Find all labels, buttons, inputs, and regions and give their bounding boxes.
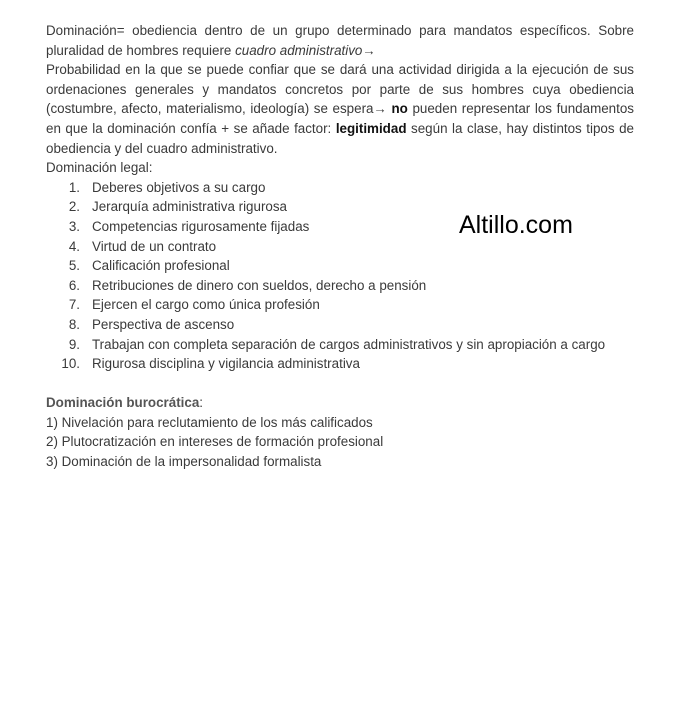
list-item: 4. Virtud de un contrato [68,238,217,254]
list-item: 7. Ejercen el cargo como única profesión [68,297,320,313]
list-item: 6. Retribuciones de dinero con sueldos, derecho a pensión [68,277,427,293]
probability-paragraph: Probabilidad en la que se puede confiar que se dará una actividad dirigida a la ejecución de sus ordenaciones generales y mandatos concretos por parte de sus hombres cuya obediencia (costumbre, afecto, materialismo, ideología) se espera→ no pueden representar los fundamentos en que la dominación confía + se añade factor: legitimidad según la clase, hay distintos tipos de obediencia y del cuadro administrativo. [46,62,634,156]
legal-heading: Dominación legal: [46,160,153,176]
watermark: Altillo.com [459,211,573,239]
bureaucratic-heading: Dominación burocrática: [46,395,204,411]
intro-paragraph: Dominación= obediencia dentro de un grupo determinado para mandatos específicos. Sobre pluralidad de hombres requiere cuadro administrativo→ [46,23,634,58]
list-item: 1. Deberes objetivos a su cargo [68,179,266,195]
spacer [46,374,634,394]
list-item: 9. Trabajan con completa separación de cargos administrativos y sin apropiación a cargo [68,336,606,352]
document-body [46,21,634,472]
list-item: 5. Calificación profesional [68,258,230,274]
list-item: 3) Dominación de la impersonalidad formalista [46,454,322,470]
list-item: 8. Perspectiva de ascenso [68,316,235,332]
list-item: 3. Competencias rigurosamente fijadas [68,218,310,234]
list-item: 10. Rigurosa disciplina y vigilancia administrativa [61,356,360,372]
legal-list [46,178,634,374]
list-item: 2. Jerarquía administrativa rigurosa [68,199,287,215]
list-item: 1) Nivelación para reclutamiento de los más calificados [46,414,373,430]
list-item: 2) Plutocratización en intereses de formación profesional [46,434,384,450]
term: Dominación [46,23,117,38]
